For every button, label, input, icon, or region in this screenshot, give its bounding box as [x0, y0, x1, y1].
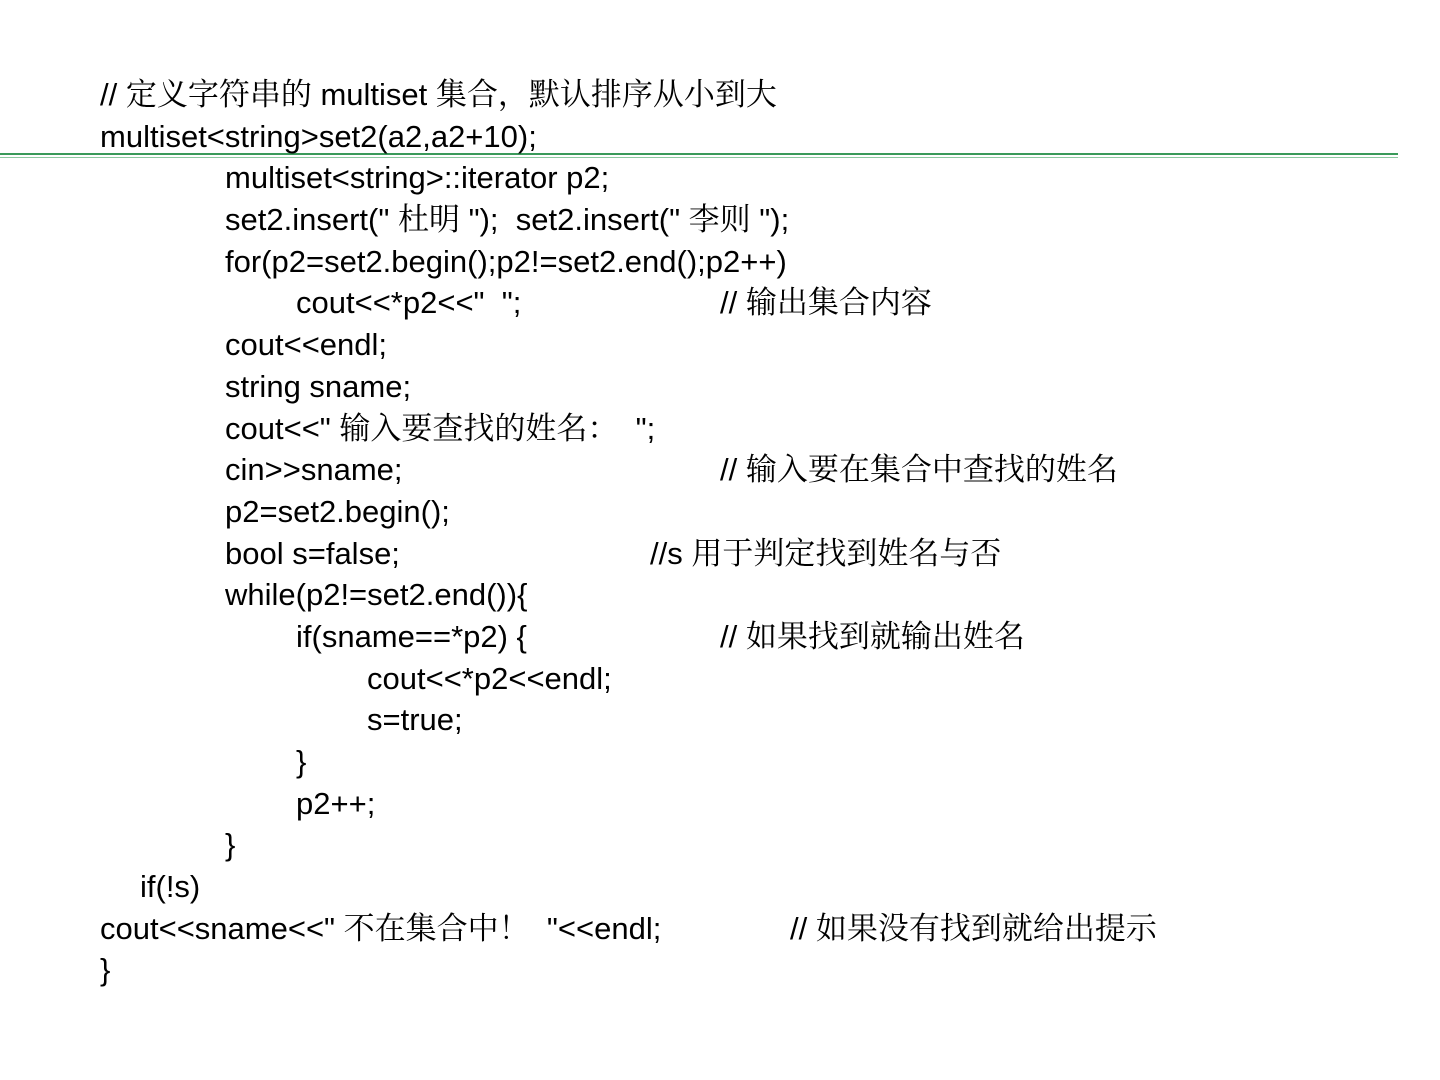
- code-text: cout<<*p2<<endl;: [367, 660, 612, 696]
- code-line: [0, 949, 1440, 991]
- code-line: [0, 783, 1440, 825]
- code-text: }: [100, 952, 111, 988]
- code-text: if(sname==*p2) {: [296, 618, 527, 654]
- code-line: [0, 116, 1440, 158]
- code-line: [0, 157, 1440, 199]
- code-text: multiset<string>::iterator p2;: [225, 160, 610, 196]
- code-line: [0, 824, 1440, 866]
- code-line: [0, 491, 1440, 533]
- code-comment: // 如果找到就输出姓名: [720, 618, 1025, 654]
- code-line: [0, 616, 1440, 658]
- code-line: [0, 324, 1440, 366]
- code-line: [0, 74, 1440, 116]
- code-text: cout<<sname<<" 不在集合中！ "<<endl;: [100, 910, 662, 946]
- code-line: [0, 282, 1440, 324]
- code-comment: // 如果没有找到就给出提示: [790, 910, 1157, 946]
- code-comment: // 输出集合内容: [720, 285, 932, 321]
- code-line: [0, 366, 1440, 408]
- code-text: for(p2=set2.begin();p2!=set2.end();p2++): [225, 243, 787, 279]
- code-text: p2=set2.begin();: [225, 493, 450, 529]
- code-line: [0, 866, 1440, 908]
- code-text: s=true;: [367, 702, 463, 738]
- code-line: [0, 658, 1440, 700]
- code-comment: // 输入要在集合中查找的姓名: [720, 452, 1118, 488]
- code-line: [0, 533, 1440, 575]
- code-text: cin>>sname;: [225, 452, 403, 488]
- code-text: cout<<*p2<<" ";: [296, 285, 522, 321]
- code-line: [0, 449, 1440, 491]
- code-text: }: [296, 744, 307, 779]
- code-line: [0, 908, 1440, 950]
- code-text: while(p2!=set2.end()){: [225, 577, 528, 613]
- code-text: multiset<string>set2(a2,a2+10);: [100, 118, 537, 154]
- code-line: [0, 241, 1440, 283]
- code-line: [0, 741, 1440, 783]
- code-line: [0, 408, 1440, 450]
- code-text: set2.insert(" 杜明 "); set2.insert(" 李则 ");: [225, 202, 790, 238]
- code-line: [0, 199, 1440, 241]
- code-text: cout<<endl;: [225, 327, 388, 363]
- code-text: bool s=false;: [225, 535, 400, 571]
- code-text: string sname;: [225, 368, 412, 404]
- code-text: cout<<" 输入要查找的姓名： ";: [225, 410, 656, 446]
- code-line: [0, 699, 1440, 741]
- code-text: p2++;: [296, 785, 376, 821]
- code-comment: //s 用于判定找到姓名与否: [650, 535, 1002, 571]
- code-text: // 定义字符串的 multiset 集合，默认排序从小到大: [100, 77, 777, 112]
- code-line: [0, 574, 1440, 616]
- code-block: [0, 74, 1440, 991]
- code-text: }: [225, 827, 236, 863]
- code-text: if(!s): [140, 869, 201, 905]
